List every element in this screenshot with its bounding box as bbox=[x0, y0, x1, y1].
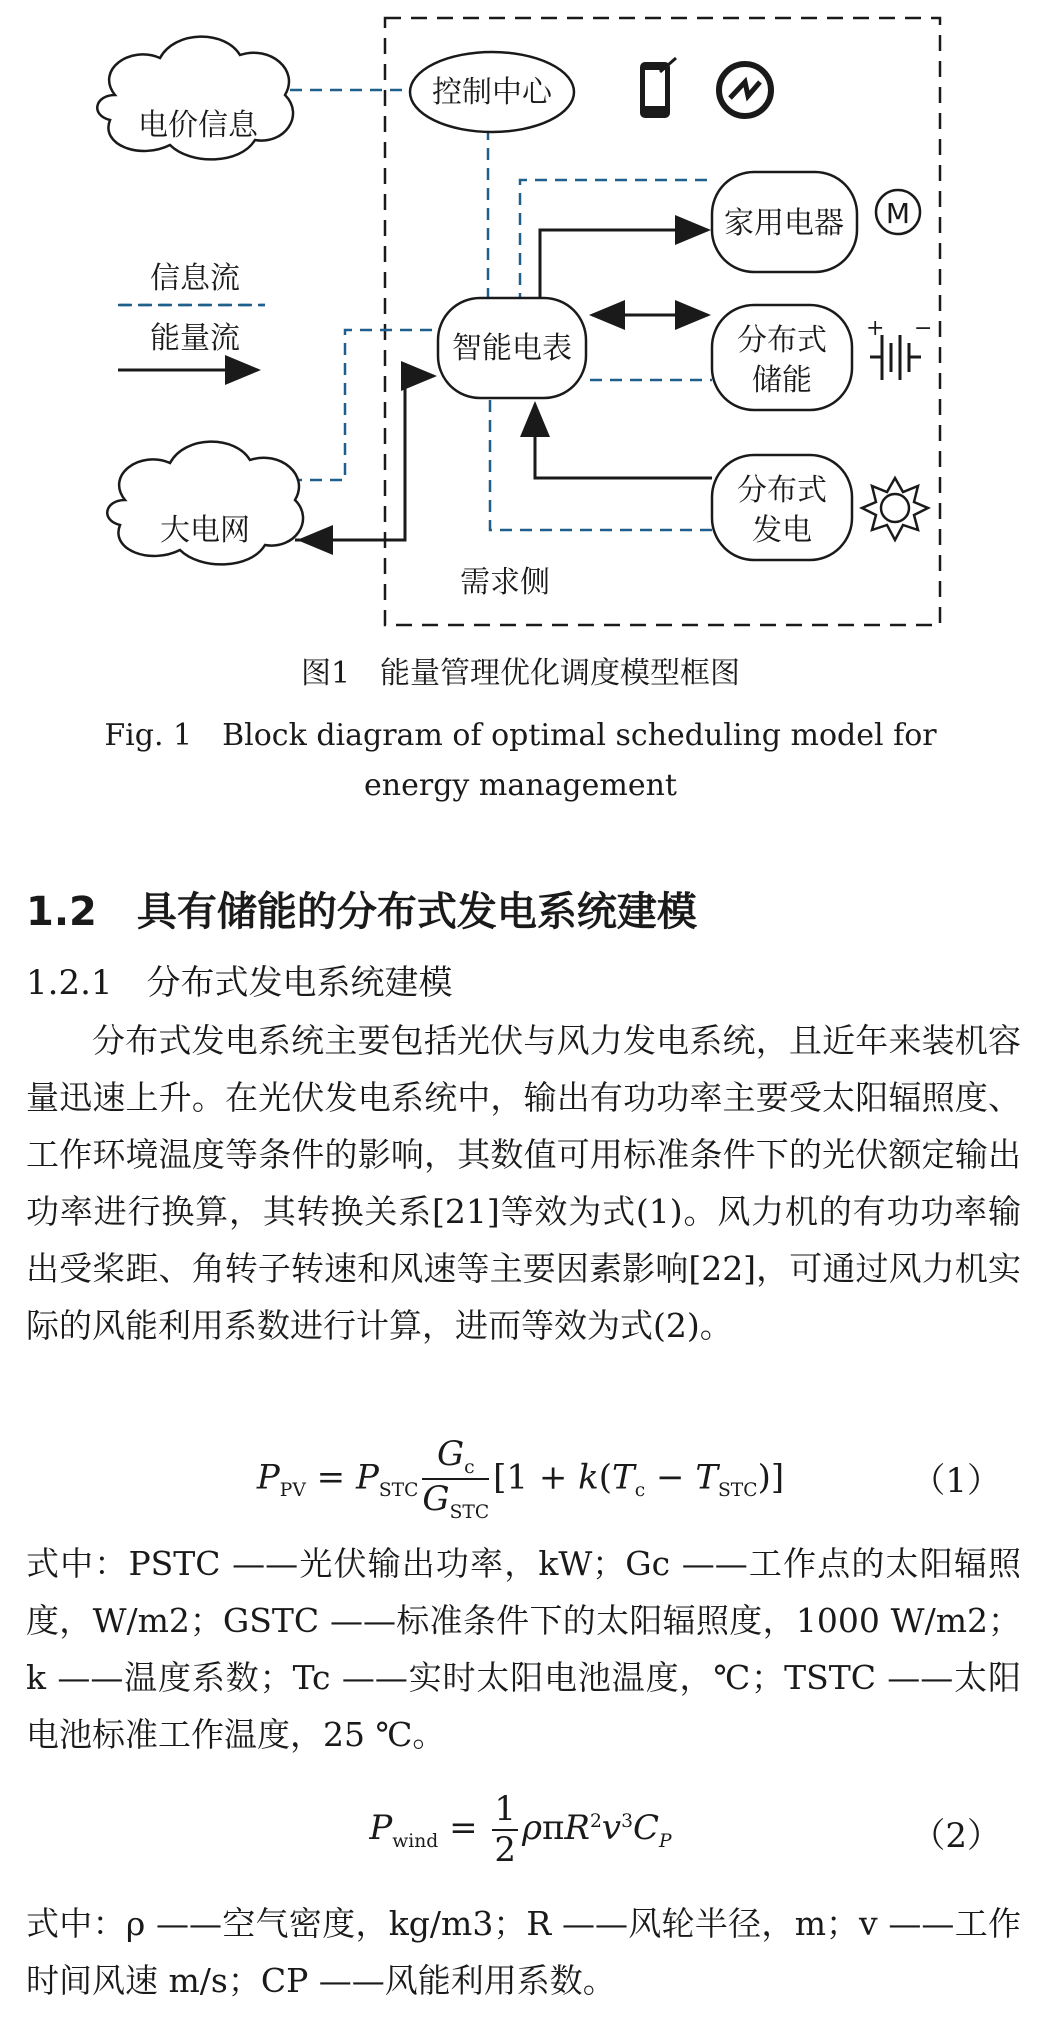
home-appliance-label: 家用电器 bbox=[724, 206, 844, 241]
svg-text:−: − bbox=[914, 316, 933, 341]
legend-energy-flow-label: 能量流 bbox=[150, 321, 240, 356]
subsection-heading: 1.2.1 分布式发电系统建模 bbox=[26, 963, 453, 1003]
energy-management-block-diagram bbox=[0, 0, 1041, 640]
demand-side-label: 需求侧 bbox=[460, 565, 550, 600]
distributed-storage-label-1: 分布式 bbox=[737, 323, 827, 358]
where-clause-1: 式中：PSTC ——光伏输出功率，kW；Gc ——工作点的太阳辐照度，W/m2；GSTC ——标准条件下的太阳辐照度，1000 W/m2；k ——温度系数；Tc ——实时太阳电池温度，℃；TSTC ——太阳电池标准工作温度，25 ℃。 bbox=[26, 1544, 1021, 1754]
equation-2: $P_{wind}$ = $\frac{1}{2}$ $\rho\pi R^2v^3C_P$ （2） bbox=[369, 1789, 1001, 1871]
distributed-storage-label-2: 储能 bbox=[752, 363, 812, 398]
where-clause-2: 式中：ρ ——空气密度，kg/m3；R ——风轮半径，m；v ——工作时间风速 m/s；CP ——风能利用系数。 bbox=[26, 1904, 1021, 2000]
mobile-phone-icon bbox=[640, 58, 676, 118]
smart-meter-label: 智能电表 bbox=[452, 331, 572, 366]
figure-caption-cn: 图1 能量管理优化调度模型框图 bbox=[300, 656, 741, 691]
figure-caption-en-2: energy management bbox=[364, 768, 677, 803]
control-center-label: 控制中心 bbox=[432, 75, 552, 110]
network-signal-icon bbox=[719, 64, 771, 116]
electricity-price-label: 电价信息 bbox=[138, 108, 258, 143]
equation-1-number: （1） bbox=[911, 1461, 1001, 1501]
sun-icon bbox=[862, 478, 928, 540]
legend-info-flow-label: 信息流 bbox=[150, 261, 240, 296]
equation-1: $P_{PV} = P_{STC}$ $\frac{G_c}{G_{STC}}$ $[1 + k(T_c - T_{STC})]$ （1） bbox=[256, 1434, 1001, 1524]
svg-text:M: M bbox=[885, 197, 911, 230]
motor-icon bbox=[876, 190, 920, 234]
battery-icon bbox=[866, 316, 932, 380]
figure-caption-en-1: Fig. 1 Block diagram of optimal scheduling model for bbox=[104, 718, 937, 753]
svg-text:+: + bbox=[866, 316, 885, 341]
distributed-generation-label-2: 发电 bbox=[752, 513, 812, 548]
body-paragraph-1: 分布式发电系统主要包括光伏与风力发电系统，且近年来装机容量迅速上升。在光伏发电系统中，输出有功功率主要受太阳辐照度、工作环境温度等条件的影响，其数值可用标准条件下的光伏额定输出功率进行换算，其转换关系[21]等效为式(1)。风力机的有功功率输出受桨距、角转子转速和风速等主要因素影响[22]，可通过风力机实际的风能利用系数进行计算，进而等效为式(2)。 bbox=[26, 1021, 1021, 1345]
grid-label: 大电网 bbox=[160, 513, 250, 548]
section-heading: 1.2 具有储能的分布式发电系统建模 bbox=[26, 889, 697, 935]
distributed-generation-label-1: 分布式 bbox=[737, 473, 827, 508]
equation-2-number: （2） bbox=[911, 1816, 1001, 1856]
